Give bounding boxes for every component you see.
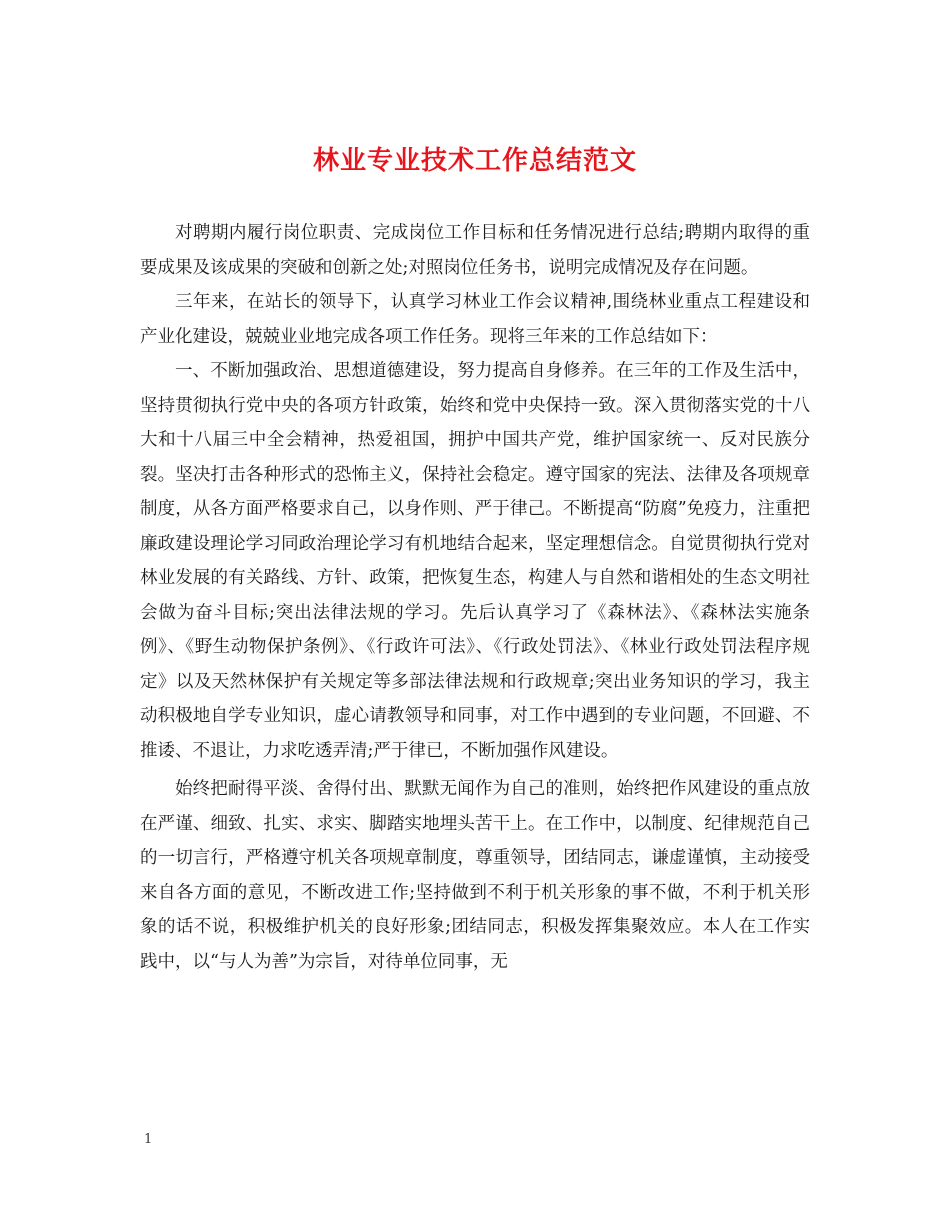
document-title: 林业专业技术工作总结范文	[312, 146, 637, 176]
page-number: 1	[144, 1132, 153, 1147]
paragraph-work-style: 始终把耐得平淡、舍得付出、默默无闻作为自己的准则，始终把作风建设的重点放在严谨、细致、扎实、求实、脚踏实地埋头苦干上。在工作中，以制度、纪律规范自己的一切言行，严格遵守机关各项规章制度，尊重领导，团结同志，谦虚谨慎，主动接受来自各方面的意见，不断改进工作;坚持做到不利于机关形象的事不做，不利于机关形象的话不说，积极维护机关的良好形象;团结同志，积极发挥集聚效应。本人在工作实践中，以“与人为善”为宗旨，对待单位同事，无	[140, 779, 810, 972]
paragraph-intro: 对聘期内履行岗位职责、完成岗位工作目标和任务情况进行总结;聘期内取得的重要成果及该成果的突破和创新之处;对照岗位任务书，说明完成情况及存在问题。	[140, 223, 810, 278]
paragraph-overview: 三年来，在站长的领导下，认真学习林业工作会议精神,围绕林业重点工程建设和产业化建设，兢兢业业地完成各项工作任务。现将三年来的工作总结如下：	[140, 292, 810, 347]
document-body	[140, 216, 810, 983]
paragraph-political-construction: 一、不断加强政治、思想道德建设，努力提高自身修养。在三年的工作及生活中，坚持贯彻执行党中央的各项方针政策，始终和党中央保持一致。深入贯彻落实党的十八大和十八届三中全会精神，热爱祖国，拥护中国共产党，维护国家统一、反对民族分裂。坚决打击各种形式的恐怖主义，保持社会稳定。遵守国家的宪法、法律及各项规章制度，从各方面严格要求自己，以身作则、严于律己。不断提高“防腐”免疫力，注重把廉政建设理论学习同政治理论学习有机地结合起来，坚定理想信念。自觉贯彻执行党对林业发展的有关路线、方针、政策，把恢复生态，构建人与自然和谐相处的生态文明社会做为奋斗目标;突出法律法规的学习。先后认真学习了《森林法》、《森林法实施条例》、《野生动物保护条例》、《行政许可法》、《行政处罚法》、《林业行政处罚法程序规定》以及天然林保护有关规定等多部法律法规和行政规章;突出业务知识的学习，我主动积极地自学专业知识，虚心请教领导和同事，对工作中遇到的专业问题，不回避、不推诿、不退让，力求吃透弄清;严于律已，不断加强作风建设。	[140, 361, 810, 761]
